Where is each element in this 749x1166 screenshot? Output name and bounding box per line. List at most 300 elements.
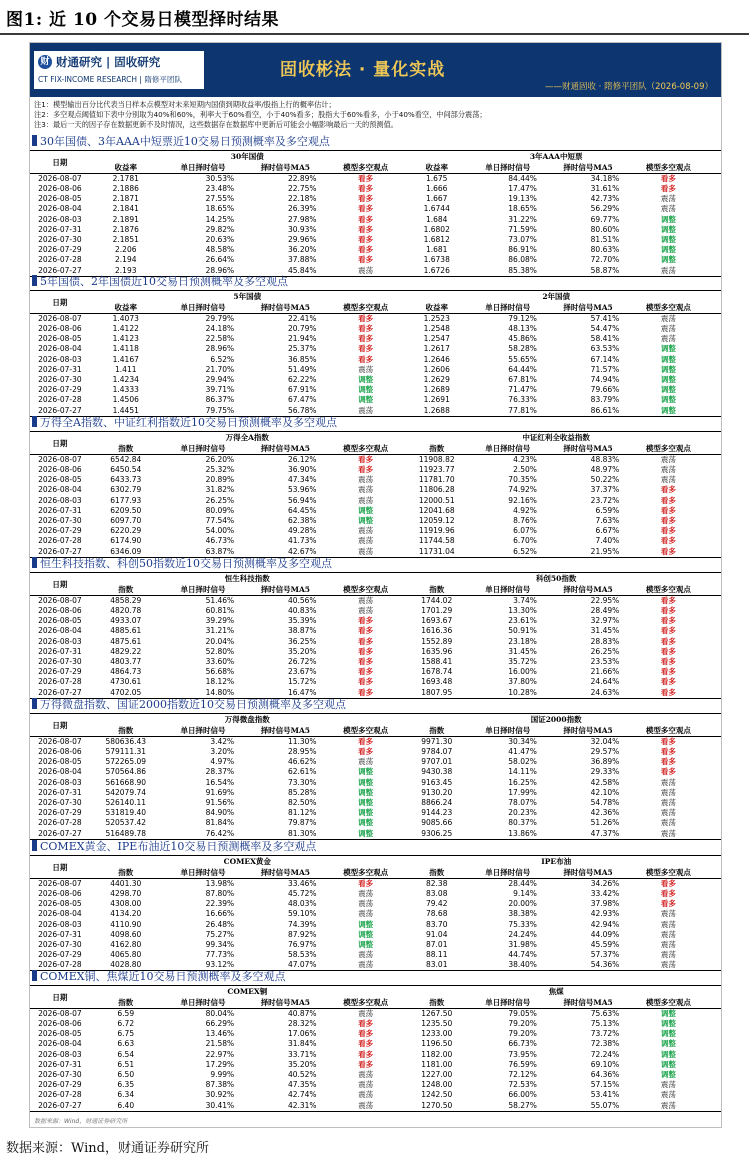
value-cell: 11919.96 xyxy=(418,526,455,536)
view-cell: 看多 xyxy=(358,455,374,464)
value-cell: 29.96% xyxy=(287,235,317,245)
spacer xyxy=(708,909,721,919)
value-cell: 45.59% xyxy=(590,940,620,950)
view-cell: 看多 xyxy=(660,737,676,746)
value-cell: 11.30% xyxy=(287,737,317,746)
value-cell: 38.87% xyxy=(287,626,317,636)
value-cell: 31.82% xyxy=(205,485,235,495)
view-cell: 调整 xyxy=(660,255,676,265)
value-cell: 4875.61 xyxy=(110,636,142,646)
spacer xyxy=(708,355,721,365)
view-cell: 震荡 xyxy=(629,960,707,971)
date-cell: 2026-08-07 xyxy=(38,314,82,323)
value-cell: 35.72% xyxy=(508,657,537,667)
view-cell: 看多 xyxy=(358,354,374,364)
value-cell: 4702.05 xyxy=(90,688,162,699)
value-cell: 84.44% xyxy=(508,174,537,183)
date-cell: 2026-07-27 xyxy=(30,829,90,840)
logo-text-en: CT FIX-INCOME RESEARCH | 隋修平团队 xyxy=(38,75,182,84)
view-cell: 震荡 xyxy=(358,950,374,960)
value-cell: 76.33% xyxy=(508,395,537,405)
view-cell: 震荡 xyxy=(660,798,676,808)
view-cell: 调整 xyxy=(358,808,374,818)
value-cell: 79.20% xyxy=(508,1029,537,1039)
date-cell: 2026-08-07 xyxy=(38,879,82,888)
column-header: 模型多空观点 xyxy=(629,162,707,174)
value-cell: 72.70% xyxy=(590,255,620,265)
group-header-row xyxy=(30,856,721,868)
view-cell: 看多 xyxy=(327,688,405,699)
column-header: 择时信号MA5 xyxy=(244,302,326,314)
value-cell: 17.47% xyxy=(508,184,537,194)
group-header: 2年国债 xyxy=(405,291,708,303)
value-cell: 79.42 xyxy=(426,899,448,909)
column-header: 收益率 xyxy=(405,302,469,314)
value-cell: 9163.45 xyxy=(421,777,453,787)
group-header-row xyxy=(30,432,721,444)
value-cell: 1744.02 xyxy=(421,596,453,605)
view-cell: 看多 xyxy=(660,174,676,183)
value-cell: 9971.30 xyxy=(421,737,453,746)
view-cell: 看多 xyxy=(660,667,676,677)
value-cell: 6302.79 xyxy=(110,485,142,495)
value-cell: 6.54 xyxy=(117,1049,135,1059)
value-cell: 86.08% xyxy=(508,255,537,265)
value-cell: 1.2606 xyxy=(423,364,450,374)
value-cell: 6.67% xyxy=(595,526,620,536)
section-title xyxy=(32,696,346,713)
value-cell: 572265.09 xyxy=(105,757,147,767)
value-cell: 92.16% xyxy=(508,495,537,505)
spacer xyxy=(708,314,721,325)
view-cell: 看多 xyxy=(660,626,676,636)
value-cell: 42.31% xyxy=(244,1101,326,1112)
value-cell: 79.12% xyxy=(508,314,537,323)
spacer xyxy=(708,184,721,194)
value-cell: 9144.23 xyxy=(421,808,453,818)
value-cell: 83.01 xyxy=(405,960,469,971)
table-row xyxy=(30,204,721,214)
view-cell: 看多 xyxy=(358,747,374,757)
value-cell: 31.22% xyxy=(508,214,537,224)
table-row xyxy=(30,879,721,890)
view-cell: 看多 xyxy=(660,879,676,888)
value-cell: 3.74% xyxy=(513,596,537,605)
value-cell: 44.09% xyxy=(590,929,620,939)
value-cell: 14.80% xyxy=(162,688,244,699)
value-cell: 1.2688 xyxy=(405,406,469,417)
value-cell: 58.28% xyxy=(508,344,537,354)
value-cell: 580636.43 xyxy=(105,737,147,746)
value-cell: 1.2617 xyxy=(423,344,450,354)
value-cell: 31.61% xyxy=(590,184,620,194)
value-cell: 34.26% xyxy=(590,879,620,888)
value-cell: 73.72% xyxy=(590,1029,620,1039)
value-cell: 26.20% xyxy=(205,455,235,464)
value-cell: 9085.66 xyxy=(421,818,453,828)
value-cell: 81.84% xyxy=(205,818,235,828)
value-cell: 2.206 xyxy=(115,245,137,255)
value-cell: 76.97% xyxy=(287,940,317,950)
view-cell: 震荡 xyxy=(660,808,676,818)
logo-text-cn: 财通研究 | 固收研究 xyxy=(56,55,161,69)
value-cell: 75.13% xyxy=(590,1019,620,1029)
column-header: 择时信号MA5 xyxy=(547,162,629,174)
value-cell: 6450.54 xyxy=(110,465,142,475)
spacer xyxy=(708,584,721,596)
date-cell: 2026-07-31 xyxy=(38,1059,82,1069)
column-header: 指数 xyxy=(405,443,469,455)
value-cell: 26.72% xyxy=(287,657,317,667)
date-cell: 2026-08-07 xyxy=(38,174,82,183)
view-cell: 看多 xyxy=(358,344,374,354)
value-cell: 1.675 xyxy=(425,174,448,183)
value-cell: 64.36% xyxy=(590,1070,620,1080)
column-header: 模型多空观点 xyxy=(327,584,405,596)
column-header-row xyxy=(30,584,721,596)
date-cell: 2026-08-03 xyxy=(38,919,82,929)
value-cell: 37.98% xyxy=(590,899,620,909)
value-cell: 77.73% xyxy=(205,950,235,960)
value-cell: 16.25% xyxy=(508,777,537,787)
report-card xyxy=(29,42,722,1128)
view-cell: 震荡 xyxy=(660,1080,676,1090)
value-cell: 71.59% xyxy=(508,224,537,234)
value-cell: 57.37% xyxy=(590,950,620,960)
value-cell: 91.04 xyxy=(426,929,448,939)
value-cell: 6097.70 xyxy=(110,516,142,526)
view-cell: 震荡 xyxy=(327,547,405,558)
spacer xyxy=(708,920,721,930)
card-footer: 数据来源：Wind，财通证券研究所 xyxy=(34,1118,128,1125)
value-cell: 75.27% xyxy=(205,929,235,939)
spacer xyxy=(708,829,721,840)
table-row xyxy=(30,245,721,255)
value-cell: 17.99% xyxy=(508,787,537,797)
column-header: 择时信号MA5 xyxy=(547,997,629,1009)
date-cell: 2026-08-04 xyxy=(38,485,82,495)
group-header: 中证红利全收益指数 xyxy=(405,432,708,444)
column-header: 收益率 xyxy=(90,162,162,174)
value-cell: 24.24% xyxy=(508,929,537,939)
value-cell: 28.95% xyxy=(287,747,317,757)
view-cell: 看多 xyxy=(358,465,374,475)
column-header: 择时信号MA5 xyxy=(244,584,326,596)
view-cell: 震荡 xyxy=(358,1090,374,1100)
view-cell: 震荡 xyxy=(358,485,374,495)
value-cell: 86.61% xyxy=(547,406,629,417)
value-cell: 1196.50 xyxy=(421,1039,453,1049)
value-cell: 28.44% xyxy=(508,879,537,888)
spacer xyxy=(708,365,721,375)
spacer xyxy=(708,879,721,890)
value-cell: 38.40% xyxy=(469,960,547,971)
value-cell: 62.61% xyxy=(287,767,317,777)
view-cell: 震荡 xyxy=(327,1101,405,1112)
value-cell: 15.72% xyxy=(287,677,317,687)
value-cell: 39.71% xyxy=(205,385,235,395)
spacer xyxy=(708,204,721,214)
value-cell: 42.74% xyxy=(287,1090,317,1100)
date-cell: 2026-08-07 xyxy=(38,1009,82,1018)
table-row xyxy=(30,616,721,626)
table-row xyxy=(30,798,721,808)
section-table xyxy=(30,572,721,699)
value-cell: 12000.51 xyxy=(418,495,455,505)
table-row xyxy=(30,475,721,485)
value-cell: 30.34% xyxy=(508,737,537,746)
note-1: 注1：模型输出百分比代表当日样本点模型对未来短期内国债到期收益率/股指上行的概率估计； xyxy=(34,100,336,109)
date-cell: 2026-08-05 xyxy=(38,616,82,626)
view-cell: 震荡 xyxy=(358,495,374,505)
view-cell: 看多 xyxy=(660,184,676,194)
column-header: 单日择时信号 xyxy=(162,997,244,1009)
value-cell: 1267.50 xyxy=(421,1009,453,1018)
view-cell: 震荡 xyxy=(327,266,405,277)
column-header: 择时信号MA5 xyxy=(547,725,629,737)
view-cell: 调整 xyxy=(660,385,676,395)
value-cell: 48.83% xyxy=(590,455,620,464)
value-cell: 4401.30 xyxy=(110,879,142,888)
date-cell: 2026-07-29 xyxy=(38,385,82,395)
value-cell: 2.1841 xyxy=(112,204,139,214)
value-cell: 74.39% xyxy=(287,919,317,929)
value-cell: 81.12% xyxy=(287,808,317,818)
value-cell: 66.00% xyxy=(508,1090,537,1100)
date-cell: 2026-07-30 xyxy=(38,375,82,385)
value-cell: 44.74% xyxy=(508,950,537,960)
value-cell: 22.39% xyxy=(205,899,235,909)
value-cell: 87.80% xyxy=(205,889,235,899)
title-rule xyxy=(0,33,749,35)
value-cell: 60.81% xyxy=(205,606,235,616)
value-cell: 40.52% xyxy=(287,1070,317,1080)
view-cell: 看多 xyxy=(660,536,676,546)
value-cell: 31.45% xyxy=(590,626,620,636)
view-cell: 调整 xyxy=(660,1049,676,1059)
value-cell: 32.04% xyxy=(590,737,620,746)
value-cell: 64.45% xyxy=(287,505,317,515)
value-cell: 80.60% xyxy=(590,224,620,234)
section-title-text: 万得全A指数、中证红利指数近10交易日预测概率及多空观点 xyxy=(40,416,337,429)
date-cell: 2026-08-03 xyxy=(38,777,82,787)
column-header: 模型多空观点 xyxy=(629,443,707,455)
value-cell: 77.54% xyxy=(205,516,235,526)
value-cell: 42.10% xyxy=(590,787,620,797)
date-cell: 2026-08-05 xyxy=(38,899,82,909)
value-cell: 1.2691 xyxy=(423,395,450,405)
date-cell: 2026-08-05 xyxy=(38,757,82,767)
view-cell: 看多 xyxy=(660,505,676,515)
value-cell: 2.193 xyxy=(90,266,162,277)
table-row xyxy=(30,808,721,818)
view-cell: 震荡 xyxy=(358,899,374,909)
logo-icon: 财 xyxy=(38,55,52,69)
view-cell: 看多 xyxy=(358,636,374,646)
value-cell: 17.06% xyxy=(287,1029,317,1039)
value-cell: 58.02% xyxy=(508,757,537,767)
value-cell: 26.39% xyxy=(287,204,317,214)
value-cell: 80.09% xyxy=(205,505,235,515)
value-cell: 32.97% xyxy=(590,616,620,626)
view-cell: 看多 xyxy=(660,516,676,526)
value-cell: 30.93% xyxy=(287,224,317,234)
section-table xyxy=(30,290,721,417)
value-cell: 21.66% xyxy=(590,667,620,677)
value-cell: 69.10% xyxy=(590,1059,620,1069)
value-cell: 27.98% xyxy=(287,214,317,224)
table-row xyxy=(30,506,721,516)
value-cell: 91.69% xyxy=(205,787,235,797)
column-header: 择时信号MA5 xyxy=(547,584,629,596)
value-cell: 12041.68 xyxy=(418,505,455,515)
value-cell: 51.46% xyxy=(205,596,235,605)
section-title xyxy=(32,273,288,290)
spacer xyxy=(708,725,721,737)
spacer xyxy=(708,324,721,334)
table-row xyxy=(30,395,721,405)
value-cell: 34.18% xyxy=(590,174,620,183)
spacer xyxy=(708,255,721,265)
table-row xyxy=(30,1080,721,1090)
date-cell: 2026-07-31 xyxy=(38,224,82,234)
value-cell: 45.86% xyxy=(508,334,537,344)
view-cell: 看多 xyxy=(660,495,676,505)
value-cell: 78.68 xyxy=(426,909,448,919)
date-cell: 2026-08-07 xyxy=(38,737,82,746)
view-cell: 看多 xyxy=(660,606,676,616)
value-cell: 70.35% xyxy=(508,475,537,485)
section-marker xyxy=(32,840,37,851)
table-row xyxy=(30,950,721,960)
value-cell: 6.59 xyxy=(117,1009,135,1018)
value-cell: 72.38% xyxy=(590,1039,620,1049)
value-cell: 71.47% xyxy=(508,385,537,395)
value-cell: 54.47% xyxy=(590,324,620,334)
date-cell: 2026-07-31 xyxy=(38,929,82,939)
value-cell: 48.13% xyxy=(508,324,537,334)
view-cell: 看多 xyxy=(358,1019,374,1029)
column-header: 指数 xyxy=(90,443,162,455)
value-cell: 71.57% xyxy=(590,364,620,374)
table-row xyxy=(30,920,721,930)
value-cell: 18.65% xyxy=(508,204,537,214)
value-cell: 1.6802 xyxy=(423,224,450,234)
value-cell: 23.67% xyxy=(287,667,317,677)
spacer xyxy=(708,465,721,475)
value-cell: 4162.80 xyxy=(110,940,142,950)
value-cell: 24.63% xyxy=(547,688,629,699)
value-cell: 42.36% xyxy=(590,808,620,818)
value-cell: 24.18% xyxy=(205,324,235,334)
view-cell: 震荡 xyxy=(660,1090,676,1100)
value-cell: 56.29% xyxy=(590,204,620,214)
value-cell: 20.04% xyxy=(205,636,235,646)
value-cell: 50.22% xyxy=(590,475,620,485)
view-cell: 震荡 xyxy=(358,536,374,546)
value-cell: 75.63% xyxy=(590,1009,620,1018)
value-cell: 1270.50 xyxy=(405,1101,469,1112)
view-cell: 震荡 xyxy=(660,455,676,464)
table-row xyxy=(30,909,721,919)
view-cell: 震荡 xyxy=(660,324,676,334)
value-cell: 39.29% xyxy=(205,616,235,626)
column-header: 模型多空观点 xyxy=(629,584,707,596)
value-cell: 87.38% xyxy=(205,1080,235,1090)
value-cell: 53.41% xyxy=(590,1090,620,1100)
value-cell: 18.65% xyxy=(205,204,235,214)
value-cell: 10.28% xyxy=(469,688,547,699)
view-cell: 调整 xyxy=(660,375,676,385)
view-cell: 调整 xyxy=(660,1070,676,1080)
value-cell: 3.42% xyxy=(210,737,235,746)
value-cell: 11781.70 xyxy=(418,475,455,485)
group-header-row xyxy=(30,291,721,303)
value-cell: 20.23% xyxy=(508,808,537,818)
value-cell: 4098.60 xyxy=(110,929,142,939)
column-header: 指数 xyxy=(90,725,162,737)
table-row xyxy=(30,818,721,828)
section-title-text: COMEX黄金、IPE布油近10交易日预测概率及多空观点 xyxy=(40,840,317,853)
column-header: 择时信号MA5 xyxy=(547,302,629,314)
value-cell: 16.00% xyxy=(508,667,537,677)
value-cell: 41.73% xyxy=(287,536,317,546)
view-cell: 调整 xyxy=(358,777,374,787)
column-header: 择时信号MA5 xyxy=(547,867,629,879)
view-cell: 看多 xyxy=(660,899,676,909)
group-header: 国证2000指数 xyxy=(405,714,708,726)
spacer xyxy=(708,573,721,585)
date-header: 日期 xyxy=(30,573,90,596)
date-cell: 2026-07-28 xyxy=(38,395,82,405)
date-cell: 2026-08-06 xyxy=(38,1019,82,1029)
value-cell: 1.4234 xyxy=(112,375,139,385)
spacer xyxy=(708,997,721,1009)
value-cell: 40.83% xyxy=(287,606,317,616)
group-header: 3年AAA中短票 xyxy=(405,151,708,163)
column-header: 指数 xyxy=(90,584,162,596)
section-title xyxy=(32,838,316,855)
value-cell: 16.66% xyxy=(205,909,235,919)
table-row xyxy=(30,1039,721,1049)
value-cell: 67.14% xyxy=(590,354,620,364)
value-cell: 35.20% xyxy=(287,646,317,656)
value-cell: 37.80% xyxy=(508,677,537,687)
spacer xyxy=(708,291,721,303)
spacer xyxy=(708,677,721,687)
spacer xyxy=(708,547,721,558)
value-cell: 33.71% xyxy=(287,1049,317,1059)
table-row xyxy=(30,235,721,245)
view-cell: 震荡 xyxy=(660,204,676,214)
date-cell: 2026-07-28 xyxy=(38,255,82,265)
note-3: 注3：最后一天的因子存在数据更新不及时情况，这些数据存在数据库中更新后可能会小幅影响最后一天的预测值。 xyxy=(34,120,398,129)
value-cell: 73.30% xyxy=(287,777,317,787)
table-row xyxy=(30,184,721,194)
date-cell: 2026-07-28 xyxy=(38,677,82,687)
value-cell: 76.59% xyxy=(508,1059,537,1069)
value-cell: 63.53% xyxy=(590,344,620,354)
value-cell: 1248.00 xyxy=(421,1080,453,1090)
value-cell: 13.86% xyxy=(469,829,547,840)
value-cell: 22.58% xyxy=(205,334,235,344)
column-header: 指数 xyxy=(405,997,469,1009)
view-cell: 看多 xyxy=(660,616,676,626)
date-cell: 2026-07-28 xyxy=(30,960,90,971)
value-cell: 85.28% xyxy=(287,787,317,797)
value-cell: 73.95% xyxy=(508,1049,537,1059)
value-cell: 1588.41 xyxy=(421,657,453,667)
